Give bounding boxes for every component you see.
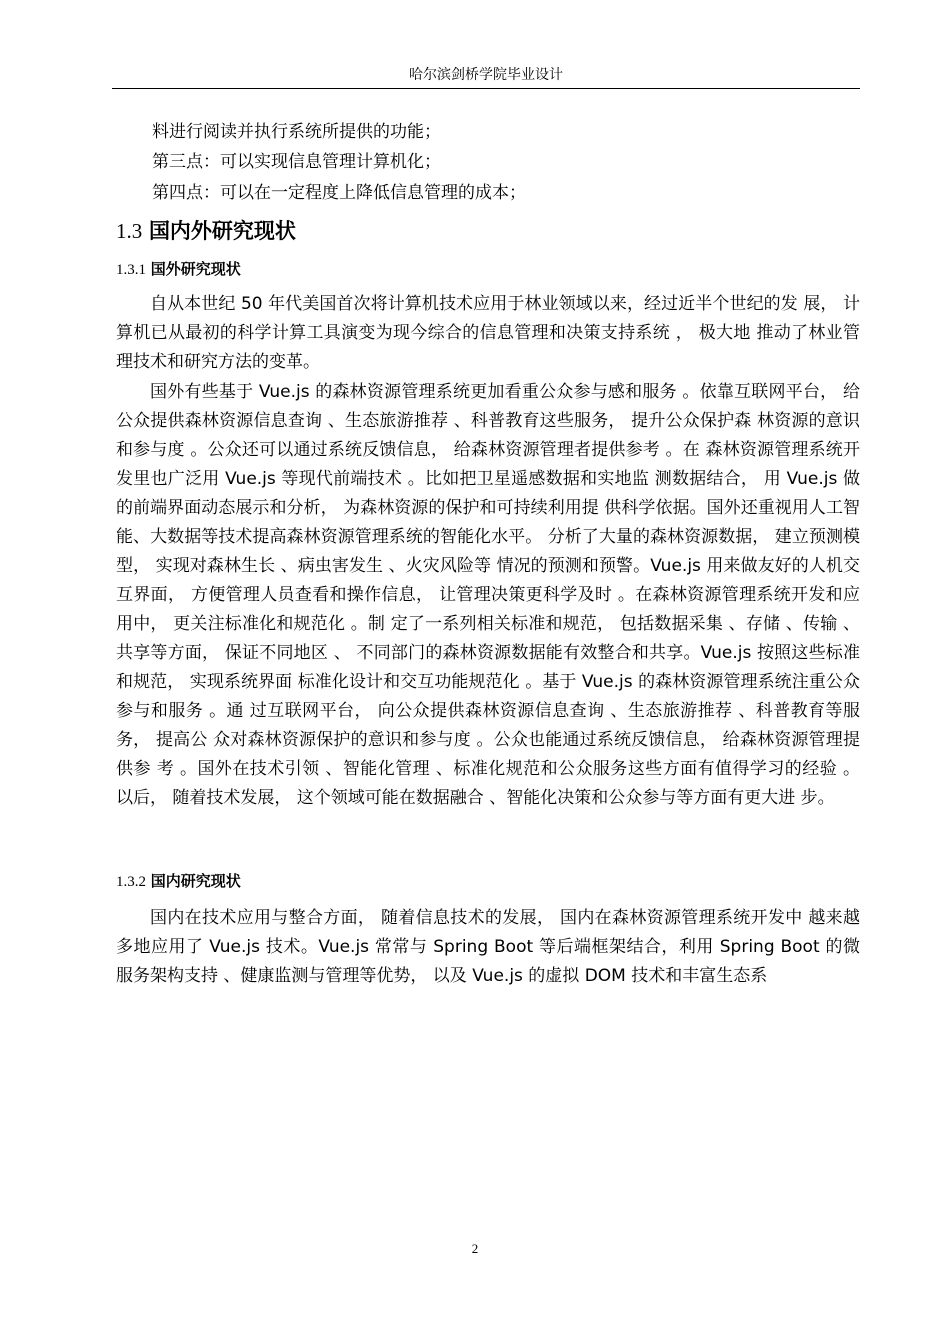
header-divider	[112, 88, 860, 89]
page-header: 哈尔滨剑桥学院毕业设计	[409, 67, 563, 83]
paragraph-domestic-1: 国内在技术应用与整合方面， 随着信息技术的发展， 国内在森林资源管理系统开发中 越来越多地应用了 Vue.js 技术。Vue.js 常常与 Spring Boot 等后端框架结合，利用 Spring Boot 的微服务架构支持 、健康监测与管理等优势， 以及 Vue.js 的虚拟 DOM 技术和丰富生态系	[116, 908, 860, 986]
subsection-title: 国内研究现状	[150, 872, 241, 890]
paragraph-foreign-1: 自从本世纪 50 年代美国首次将计算机技术应用于林业领域以来，经过近半个世纪的发 展， 计算机已从最初的科学计算工具演变为现今综合的信息管理和决策支持系统 ， 极大地 推动了林业管理技术和研究方法的变革。	[116, 294, 860, 372]
section-title: 国内外研究现状	[148, 219, 296, 243]
section-number: 1.3	[116, 219, 143, 243]
subsection-title: 国外研究现状	[150, 260, 241, 278]
subsection-heading-domestic	[116, 871, 241, 892]
paragraph-foreign-2: 国外有些基于 Vue.js 的森林资源管理系统更加看重公众参与感和服务 。依靠互联网平台， 给公众提供森林资源信息查询 、生态旅游推荐 、科普教育这些服务， 提升公众保护森 林资源的意识和参与度 。公众还可以通过系统反馈信息， 给森林资源管理者提供参考 。在 森林资源管理系统开发里也广泛用 Vue.js 等现代前端技术 。比如把卫星遥感数据和实地监 测数据结合， 用 Vue.js 做的前端界面动态展示和分析， 为森林资源的保护和可持续利用提 供科学依据。国外还重视用人工智能、大数据等技术提高森林资源管理系统的智能化水平。 分析了大量的森林资源数据， 建立预测模型， 实现对森林生长 、病虫害发生 、火灾风险等 情况的预测和预警。Vue.js 用来做友好的人机交互界面， 方便管理人员查看和操作信息， 让管理决策更科学及时 。在森林资源管理系统开发和应用中， 更关注标准化和规范化 。制 定了一系列相关标准和规范， 包括数据采集 、存储 、传输 、共享等方面， 保证不同地区 、 不同部门的森林资源数据能有效整合和共享。Vue.js 按照这些标准和规范， 实现系统界面 标准化设计和交互功能规范化 。基于 Vue.js 的森林资源管理系统注重公众参与和服务 。通 过互联网平台， 向公众提供森林资源信息查询 、生态旅游推荐 、科普教育等服务， 提高公 众对森林资源保护的意识和参与度 。公众也能通过系统反馈信息， 给森林资源管理提供参 考 。国外在技术引领 、智能化管理 、标准化规范和公众服务这些方面有值得学习的经验 。 以后， 随着技术发展， 这个领域可能在数据融合 、智能化决策和公众参与等方面有更大进 步。	[116, 382, 860, 808]
continued-line-1: 料进行阅读并执行系统所提供的功能；	[152, 122, 441, 142]
section-heading	[116, 218, 296, 244]
continued-line-2: 第三点：可以实现信息管理计算机化；	[152, 152, 441, 172]
subsection-number: 1.3.2	[116, 874, 146, 890]
continued-line-3: 第四点：可以在一定程度上降低信息管理的成本；	[152, 183, 526, 203]
subsection-number: 1.3.1	[116, 262, 146, 278]
page-number: 2	[471, 1241, 479, 1256]
subsection-heading-foreign	[116, 259, 241, 280]
